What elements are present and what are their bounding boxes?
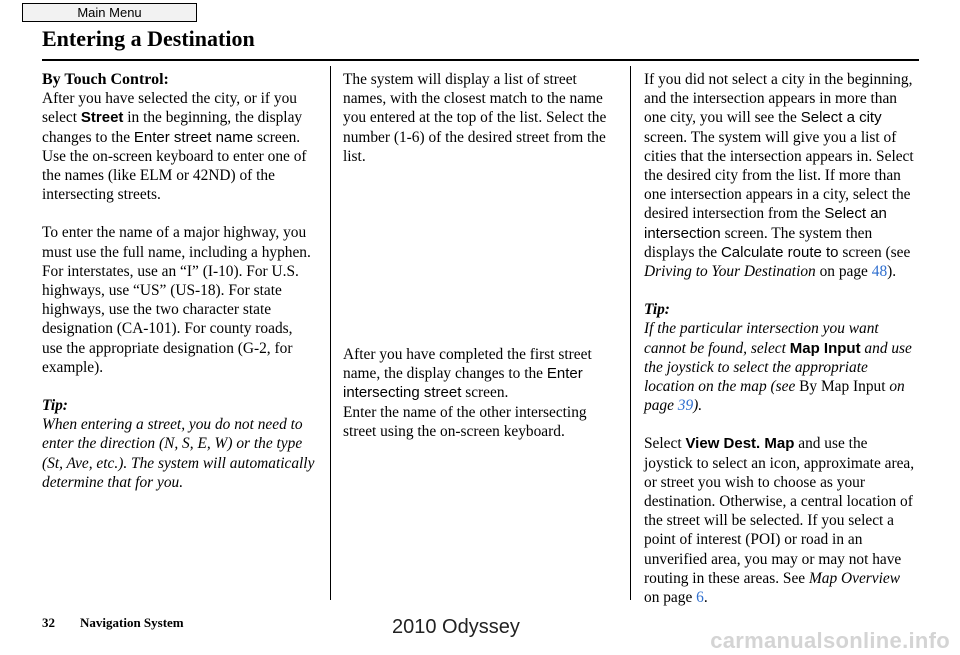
page-link-48[interactable]: 48 bbox=[871, 263, 888, 281]
page-title: Entering a Destination bbox=[42, 26, 255, 51]
text: Select bbox=[644, 435, 686, 453]
text: in the beginning, the display changes to the bbox=[42, 109, 303, 146]
text: If you did not select a city in the beginning, and the intersection appears in more than one city, you will see the bbox=[644, 71, 913, 127]
reference-title: Map Overview bbox=[808, 569, 900, 587]
ui-term-enter-street-name: Enter street name bbox=[133, 128, 254, 146]
tip-text bbox=[644, 319, 918, 415]
text: and use the joystick to select the appropriate location on the map (see bbox=[644, 339, 912, 396]
text: screen (see bbox=[838, 243, 911, 261]
column-3 bbox=[644, 70, 918, 607]
title-divider bbox=[42, 59, 919, 61]
tip-label: Tip: bbox=[42, 397, 68, 415]
paragraph-street-entry bbox=[42, 89, 316, 204]
paragraph-other-street: Enter the name of the other intersecting street using the on-screen keyboard. bbox=[343, 403, 587, 440]
tip-text: When entering a street, you do not need to enter the direction (N, S, E, W) or the type (St, Ave, etc.). The system will automatically determine that for you. bbox=[42, 416, 315, 491]
text: screen. The system will give you a list of cities that the intersection appears in. Select the desired city from the list. If more than one intersection appears in a city, select the desired intersection from the bbox=[644, 128, 914, 223]
section-heading: By Touch Control: bbox=[42, 71, 169, 88]
site-watermark: carmanualsonline.info bbox=[710, 628, 950, 653]
text: and use the joystick to select an icon, approximate area, or street you wish to choose as your destination. Otherwise, a central location of the street will be selected. If you select a point of interest (POI) or road in an unverified area, you may or may not have routing in these areas. See bbox=[644, 435, 915, 587]
text: screen. The system then displays the bbox=[644, 224, 873, 261]
paragraph-view-dest-map bbox=[644, 434, 918, 607]
ui-term-calculate-route-to: Calculate route to bbox=[720, 243, 839, 261]
text: After you have selected the city, or if you select bbox=[42, 90, 297, 127]
text: . bbox=[703, 589, 708, 607]
ui-term-select-an-intersection: Select an intersection bbox=[644, 205, 887, 242]
paragraph-highway: To enter the name of a major highway, you must use the full name, including a hyphen. For interstates, use an “I” (I-10). For U.S. highways, use “US” (US-18). For state highways, use the two character state designation (CA-101). For county roads, use the appropriate designation (G-2, for example). bbox=[42, 224, 311, 376]
text: ). bbox=[887, 263, 897, 281]
text: on page bbox=[815, 263, 872, 281]
text: screen. bbox=[461, 384, 509, 402]
page-link-39[interactable]: 39 bbox=[677, 397, 694, 415]
ui-term-select-a-city: Select a city bbox=[800, 109, 882, 127]
ui-term-map-input: Map Input bbox=[789, 339, 861, 357]
reference-title: By Map Input bbox=[799, 378, 886, 396]
column-divider bbox=[630, 66, 631, 600]
text: on page bbox=[644, 589, 697, 607]
reference-title: Driving to Your Destination bbox=[644, 263, 816, 281]
column-1 bbox=[42, 70, 316, 492]
model-label: 2010 Odyssey bbox=[392, 616, 520, 638]
tip-label: Tip: bbox=[644, 301, 670, 319]
text: on page bbox=[644, 378, 905, 415]
column-2 bbox=[343, 70, 617, 441]
paragraph-street-list: The system will display a list of street names, with the closest match to the name you entered at the top of the list. Select the number (1-6) of the desired street from the list. bbox=[343, 71, 607, 165]
text: ). bbox=[693, 397, 703, 415]
ui-term-enter-intersecting-street: Enter intersecting street bbox=[343, 365, 583, 402]
text: After you have completed the first street name, the display changes to the bbox=[343, 346, 592, 383]
ui-term-street: Street bbox=[80, 109, 124, 127]
paragraph-first-street bbox=[343, 345, 617, 403]
footer-section-title: Navigation System bbox=[80, 615, 184, 630]
text: screen. Use the on-screen keyboard to enter one of the names (like ELM or 42ND) of the intersecting streets. bbox=[42, 128, 307, 204]
paragraph-select-city bbox=[644, 70, 918, 281]
page-number: 32 bbox=[42, 615, 55, 630]
ui-term-view-dest-map: View Dest. Map bbox=[685, 435, 795, 453]
text: If the particular intersection you want cannot be found, select bbox=[644, 320, 879, 357]
page-link-6[interactable]: 6 bbox=[696, 589, 704, 607]
main-menu-button[interactable]: Main Menu bbox=[22, 3, 197, 22]
column-divider bbox=[330, 66, 331, 600]
